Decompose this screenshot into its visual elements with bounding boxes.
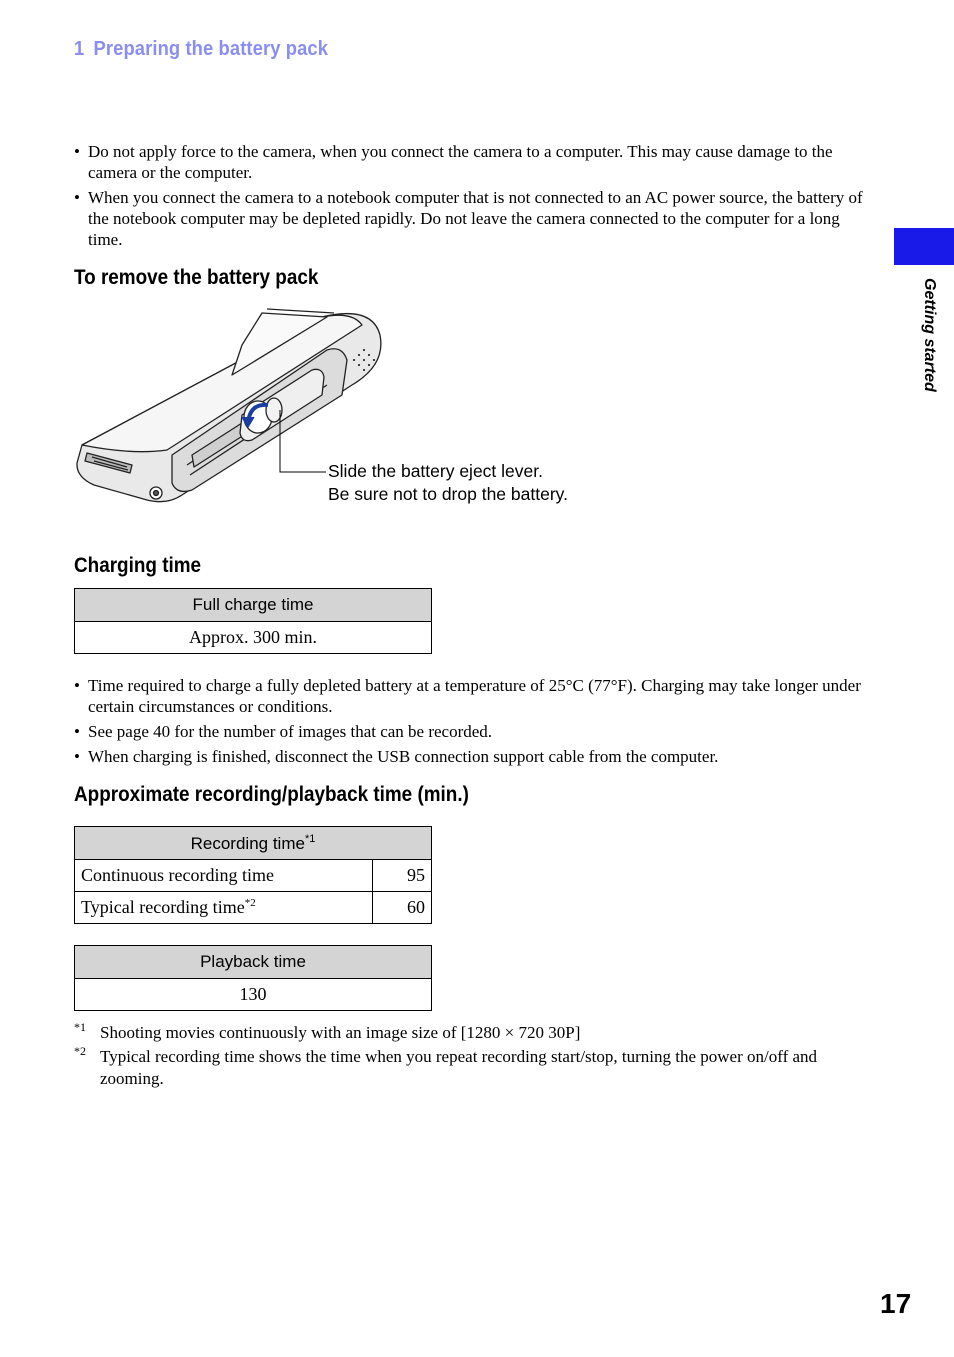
table-cell: 130	[75, 979, 432, 1011]
table-row	[75, 860, 432, 892]
footnote	[74, 1022, 864, 1044]
footnote-list	[74, 1022, 864, 1092]
table-row	[75, 892, 432, 924]
recording-time-heading: Approximate recording/playback time (min.)	[74, 783, 469, 806]
table-cell	[75, 860, 373, 892]
charging-bullet-list	[74, 675, 874, 771]
row-label: Continuous recording time	[81, 865, 274, 885]
footnote-ref: *2	[244, 897, 256, 909]
footnote-text: Shooting movies continuously with an image size of [1280 × 720 30P]	[100, 1023, 581, 1042]
caption-line-1: Slide the battery eject lever.	[328, 461, 543, 481]
footnote-mark: *1	[74, 1020, 86, 1034]
table-cell: 60	[373, 892, 432, 924]
section-number: 1	[74, 38, 85, 60]
recording-time-table	[74, 826, 432, 924]
section-header	[74, 38, 328, 61]
recording-header-label: Recording time	[190, 833, 305, 853]
table-header: Playback time	[75, 946, 432, 979]
bullet-item: • See page 40 for the number of images that can be recorded.	[74, 721, 874, 742]
bullet-item: • Time required to charge a fully depleted battery at a temperature of 25°C (77°F). Charging may take longer under certain circumstances or conditions.	[74, 675, 874, 717]
caption-line-2: Be sure not to drop the battery.	[328, 484, 568, 504]
row-label: Typical recording time	[81, 897, 245, 917]
footnote-ref: *1	[304, 832, 316, 845]
table-cell: 95	[373, 860, 432, 892]
chapter-tab-marker	[894, 228, 954, 265]
footnote	[74, 1046, 864, 1090]
playback-time-table	[74, 945, 432, 1011]
charging-time-heading: Charging time	[74, 554, 202, 577]
remove-battery-heading: To remove the battery pack	[74, 266, 319, 289]
charging-time-table	[74, 588, 432, 654]
footnote-mark: *2	[74, 1044, 86, 1058]
bullet-item: • Do not apply force to the camera, when you connect the camera to a computer. This may cause damage to the camera or the computer.	[74, 141, 874, 183]
bullet-item: • When you connect the camera to a notebook computer that is not connected to an AC power source, the battery of the notebook computer may be depleted rapidly. Do not leave the camera connected to the computer for a long time.	[74, 187, 874, 250]
table-header	[75, 827, 432, 860]
footnote-text: Typical recording time shows the time when you repeat recording start/stop, turning the power on/off and zooming.	[100, 1047, 818, 1088]
chapter-tab-label	[898, 278, 938, 408]
bullet-item: • When charging is finished, disconnect the USB connection support cable from the computer.	[74, 746, 874, 767]
page-number: 17	[880, 1288, 912, 1319]
illustration-caption	[328, 460, 568, 506]
chapter-label-text: Getting started	[921, 278, 938, 392]
table-header: Full charge time	[75, 589, 432, 622]
table-cell: Approx. 300 min.	[75, 622, 432, 654]
intro-bullet-list	[74, 141, 874, 254]
table-cell	[75, 892, 373, 924]
section-title: Preparing the battery pack	[93, 38, 329, 60]
